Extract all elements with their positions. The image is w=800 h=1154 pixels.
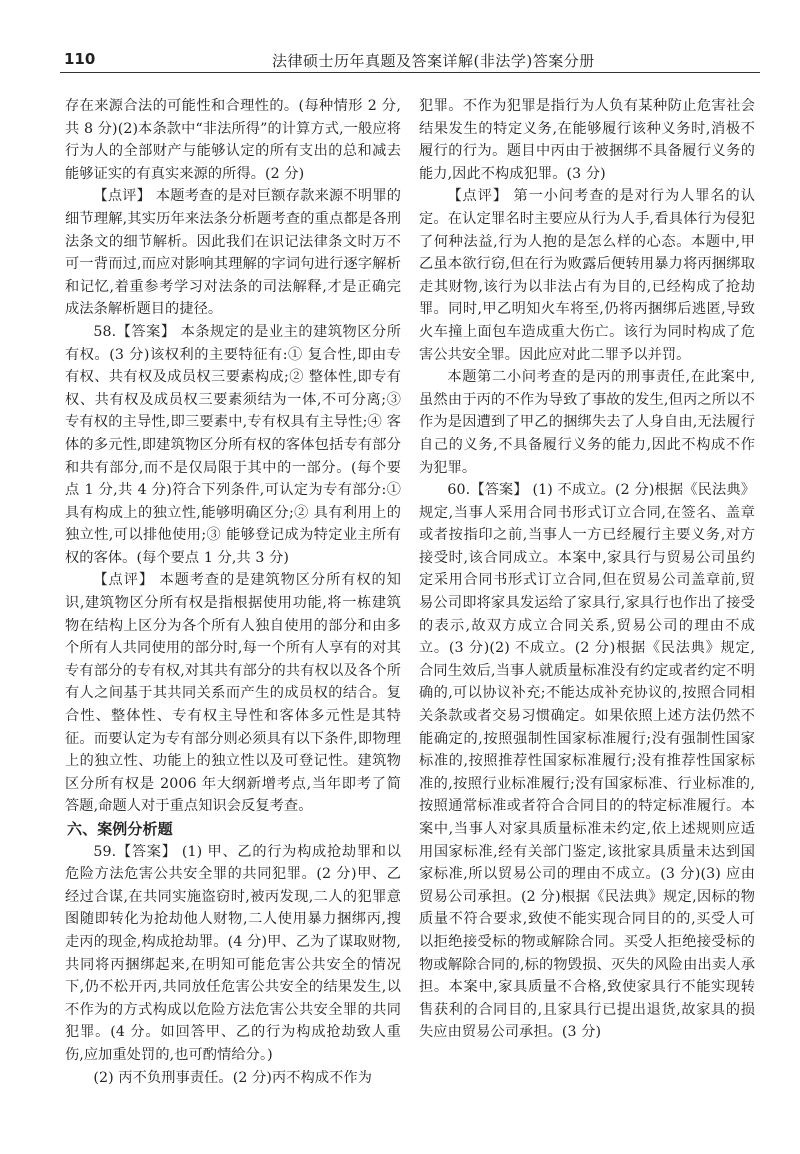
paragraph: 犯罪。不作为犯罪是指行为人负有某种防止危害社会结果发生的特定义务,在能够履行该种义务时,消极不履行的行为。题目中丙由于被捆绑不具备履行义务的能力,因此不构成犯罪。(3 分) (419, 98, 755, 182)
paragraph: (2) 丙不负刑事责任。(2 分)丙不构成不作为 (93, 1069, 373, 1086)
left-column (65, 95, 401, 1089)
section-heading: 六、案例分析题 (67, 820, 173, 838)
comment-paragraph: 【点评】 本题考查的是对巨额存款来源不明罪的细节理解,其实历年来法条分析题考查的重点都是各刑法条文的细节解析。因此我们在识记法律条文时万不可一背而过,而应对影响其理解的字词句进行逐字解析和记忆,着重参考学习对法条的司法解释,才是正确完成法条解析题目的捷径。 (65, 188, 401, 318)
answer-58: 58.【答案】 本条规定的是业主的建筑物区分所有权。(3 分)该权利的主要特征有:① 复合性,即由专有权、共有权及成员权三要素构成;② 整体性,即专有权、共有权及成员权三要素须结为一体,不可分离;③ 专有权的主导性,即三要素中,专有权具有主导性;④ 客体的多元性,即建筑物区分所有权的客体包括专有部分和共有部分,而不是仅局限于其中的一部分。(每个要点 1 分,共 4 分)符合下列条件,可认定为专有部分:① 具有构成上的独立性,能够明确区分;② 具有利用上的独立性,可以排他使用;③ 能够登记成为特定业主所有权的客体。(每个要点 1 分,共 3 分) (65, 323, 401, 566)
answer-60: 60.【答案】 (1) 不成立。(2 分)根据《民法典》规定,当事人采用合同书形式订立合同,在签名、盖章或者按指印之前,当事人一方已经履行主要义务,对方接受时,该合同成立。本案中,家具行与贸易公司虽约定采用合同书形式订立合同,但在贸易公司盖章前,贸易公司即将家具发运给了家具行,家具行也作出了接受的表示,故双方成立合同关系,贸易公司的理由不成立。(3 分)(2) 不成立。(2 分)根据《民法典》规定,合同生效后,当事人就质量标准没有约定或者约定不明确的,可以协议补充;不能达成补充协议的,按照合同相关条款或者交易习惯确定。如果依照上述方法仍然不能确定的,按照强制性国家标准履行;没有强制性国家标准的,按照推荐性国家标准履行;没有推荐性国家标准的,按照行业标准履行;没有国家标准、行业标准的,按照通常标准或者符合合同目的的特定标准履行。本案中,当事人对家具质量标准未约定,依上述规则应适用国家标准,经有关部门鉴定,该批家具质量未达到国家标准,所以贸易公司的理由不成立。(3 分)(3) 应由贸易公司承担。(2 分)根据《民法典》规定,因标的物质量不符合要求,致使不能实现合同目的的,买受人可以拒绝接受标的物或解除合同。买受人拒绝接受标的物或解除合同的,标的物毁损、灭失的风险由出卖人承担。本案中,家具质量不合格,致使家具行不能实现转售获利的合同目的,且家具行已提出退货,故家具的损失应由贸易公司承担。(3 分) (419, 482, 755, 1041)
page-number: 110 (64, 50, 96, 68)
comment-paragraph: 【点评】 第一小问考查的是对行为人罪名的认定。在认定罪名时主要应从行为人手,看具体行为侵犯了何种法益,行为人抱的是怎么样的心态。本题中,甲乙虽本欲行窃,但在行为败露后便转用暴力将丙捆绑取走其财物,该行为以非法占有为目的,已经构成了抢劫罪。同时,甲乙明知火车将至,仍将丙捆绑后逃匿,导致火车撞上面包车造成重大伤亡。该行为同时构成了危害公共安全罪。因此应对此二罪予以并罚。 (419, 188, 755, 363)
right-column (419, 95, 755, 1044)
page-header (60, 46, 760, 73)
paragraph: 本题第二小问考查的是丙的刑事责任,在此案中,虽然由于丙的不作为导致了事故的发生,但丙之所以不作为是因遭到了甲乙的捆绑失去了人身自由,无法履行自己的义务,不具备履行义务的能力,因此不构成不作为犯罪。 (419, 369, 755, 476)
running-title: 法律硕士历年真题及答案详解(非法学)答案分册 (272, 52, 595, 70)
answer-59: 59.【答案】 (1) 甲、乙的行为构成抢劫罪和以危险方法危害公共安全罪的共同犯罪。(2 分)甲、乙经过合谋,在共同实施盗窃时,被丙发现,二人的犯罪意图随即转化为抢劫他人财物,二人使用暴力捆绑丙,搜走丙的现金,构成抢劫罪。(4 分)甲、乙为了谋取财物,共同将丙捆绑起来,在明知可能危害公共安全的情况下,仍不松开丙,共同放任危害公共安全的结果发生,以不作为的方式构成以危险方法危害公共安全罪的共同犯罪。(4 分。如回答甲、乙的行为构成抢劫致人重伤,应加重处罚的,也可酌情给分。) (65, 843, 401, 1063)
paragraph: 存在来源合法的可能性和合理性的。(每种情形 2 分,共 8 分)(2)本条款中“非法所得”的计算方式,一般应将行为人的全部财产与能够认定的所有支出的总和减去能够证实的有真实来源的所得。(2 分) (65, 98, 401, 182)
comment-paragraph: 【点评】 本题考查的是建筑物区分所有权的知识,建筑物区分所有权是指根据使用功能,将一栋建筑物在结构上区分为各个所有人独自使用的部分和由多个所有人共同使用的部分时,每一个所有人享有的对其专有部分的专有权,对其共有部分的共有权以及各个所有人之间基于其共同关系而产生的成员权的结合。复合性、整体性、专有权主导性和客体多元性是其特征。而要认定为专有部分则必须具有以下条件,即物理上的独立性、功能上的独立性以及可登记性。建筑物区分所有权是 2006 年大纲新增考点,当年即考了简答题,命题人对于重点知识会反复考查。 (65, 572, 401, 815)
